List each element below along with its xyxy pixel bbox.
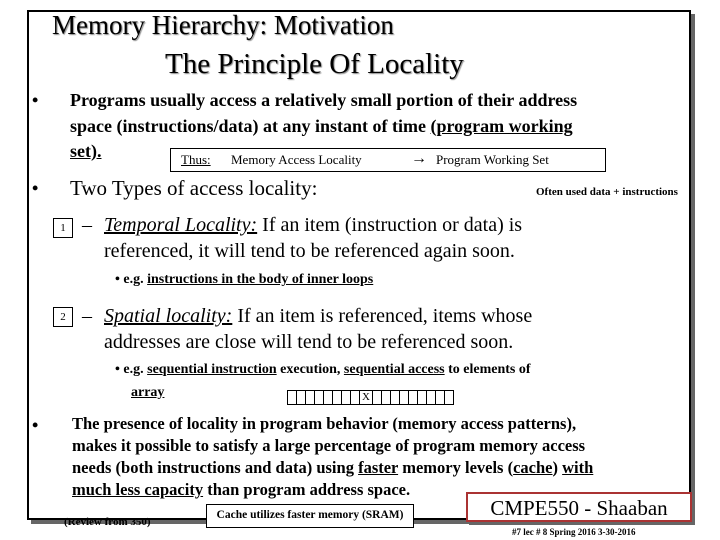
- footer-text: #7 lec # 8 Spring 2016 3-30-2016: [512, 527, 636, 537]
- thus-box: [170, 148, 606, 172]
- spatial-line2: addresses are close will tend to be referenced soon.: [104, 331, 514, 353]
- slide-subtitle: The Principle Of Locality: [165, 48, 464, 80]
- bullet3-line2: makes it possible to satisfy a large percentage of program memory access: [72, 436, 586, 455]
- number-badge-2: 2: [53, 307, 73, 327]
- spatial-dash: –: [82, 305, 92, 327]
- temporal-line1: Temporal Locality: If an item (instruction or data) is: [104, 214, 523, 236]
- bullet-marker: •: [32, 178, 39, 198]
- array-cell: [444, 390, 454, 405]
- bullet1-line3: set).: [70, 141, 102, 161]
- bullet1-line2: space (instructions/data) at any instant of time (program working: [70, 116, 573, 136]
- course-badge: CMPE550 - Shaaban: [466, 492, 692, 522]
- program-working-set: Program Working Set: [436, 152, 549, 167]
- memory-access-locality: Memory Access Locality: [231, 152, 362, 167]
- array-cell-marked: X: [359, 390, 373, 405]
- spatial-line1: Spatial locality: If an item is referenced, items whose: [104, 305, 533, 327]
- bullet-marker: •: [32, 415, 39, 435]
- slide-title: Memory Hierarchy: Motivation: [52, 10, 394, 40]
- bullet3-line1: The presence of locality in program behavior (memory access patterns),: [72, 414, 577, 433]
- spatial-example-line1: • e.g. sequential instruction execution, sequential access to elements of: [115, 362, 531, 377]
- number-badge-1: 1: [53, 218, 73, 238]
- bullet2-text: Two Types of access locality:: [70, 176, 318, 200]
- bullet1-line1: Programs usually access a relatively small portion of their address: [70, 90, 578, 110]
- array-diagram: [288, 390, 454, 405]
- temporal-line2: referenced, it will tend to be referenced again soon.: [104, 240, 515, 262]
- cache-note-box: Cache utilizes faster memory (SRAM): [206, 504, 414, 528]
- bullet3-line4: much less capacity than program address space.: [72, 480, 411, 499]
- arrow-icon: →: [411, 150, 427, 167]
- thus-label: Thus:: [181, 152, 211, 167]
- temporal-dash: –: [82, 214, 92, 236]
- bullet3-line3: needs (both instructions and data) using faster memory levels (cache) with: [72, 458, 594, 477]
- review-note: (Review from 350): [64, 516, 151, 528]
- temporal-example: • e.g. instructions in the body of inner loops: [115, 272, 374, 287]
- often-used-note: Often used data + instructions: [536, 186, 678, 198]
- spatial-example-array: array: [131, 385, 165, 400]
- bullet-marker: •: [32, 90, 39, 110]
